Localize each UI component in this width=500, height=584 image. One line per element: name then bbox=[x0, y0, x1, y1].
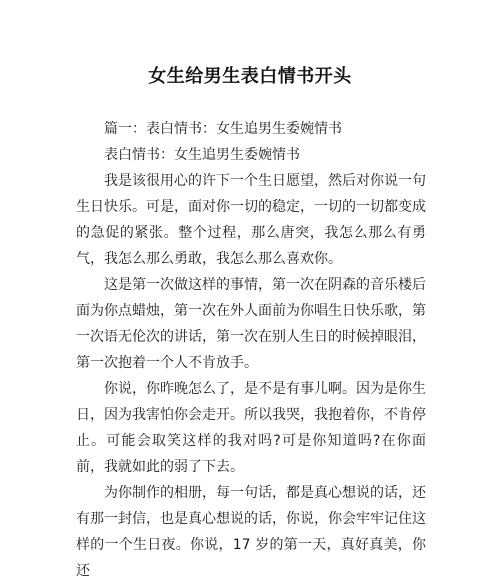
paragraph: 表白情书：女生追男生委婉情书 bbox=[104, 147, 300, 163]
document-body bbox=[76, 116, 426, 584]
paragraph: 你说，你昨晚怎么了，是不是有事儿啊。因为是你生日，因为我害怕你会走开。所以我哭，我抱着你，不肯停止。可能会取笑这样的我对吗?可是你知道吗?在你面前，我就如此的弱了下去。 bbox=[76, 381, 426, 475]
document-title: 女生给男生表白情书开头 bbox=[148, 66, 352, 87]
paragraph: 我是该很用心的许下一个生日愿望，然后对你说一句生日快乐。可是，面对你一切的稳定，一切的一切都变成的急促的紧张。整个过程，那么唐突，我怎么那么有勇气，我怎么那么勇敢，我怎么那么喜欢你。 bbox=[76, 173, 426, 267]
paragraph: 篇一：表白情书：女生追男生委婉情书 bbox=[104, 121, 342, 137]
paragraph: 为你制作的相册，每一句话，都是真心想说的话，还有那一封信，也是真心想说的话，你说，你会牢牢记住这样的一个生日夜。你说，17 岁的第一天，真好真美，你还 bbox=[76, 485, 426, 579]
paragraph: 这是第一次做这样的事情，第一次在阴森的音乐楼后面为你点蜡烛，第一次在外人面前为你唱生日快乐歌，第一次语无伦次的讲话，第一次在别人生日的时候掉眼泪，第一次抱着一个人不肯放手。 bbox=[76, 277, 426, 371]
